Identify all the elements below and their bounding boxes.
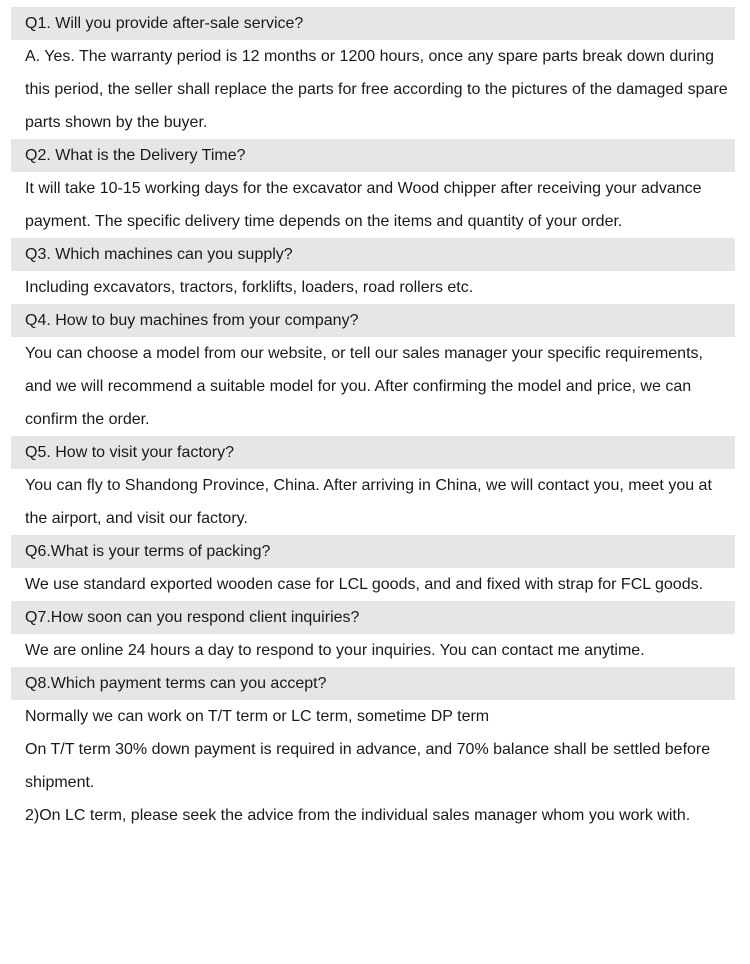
answer-line: 2)On LC term, please seek the advice from the individual sales manager whom you work with. (25, 807, 691, 824)
answer-line: Including excavators, tractors, forklifts, loaders, road rollers etc. (25, 279, 474, 296)
faq-answer (11, 568, 735, 601)
faq-item-q4 (11, 304, 735, 436)
faq-answer (11, 469, 735, 535)
answer-line: You can choose a model from our website, or tell our sales manager your specific requirements, (25, 345, 703, 362)
faq-answer (11, 271, 735, 304)
faq-question: Q2. What is the Delivery Time? (11, 139, 735, 172)
answer-line: On T/T term 30% down payment is required in advance, and 70% balance shall be settled before (25, 741, 711, 758)
answer-line: You can fly to Shandong Province, China. After arriving in China, we will contact you, meet you at (25, 477, 712, 494)
faq-item-q7 (11, 601, 735, 667)
faq-answer (11, 172, 735, 238)
answer-line: the airport, and visit our factory. (25, 510, 248, 527)
faq-list (11, 7, 735, 832)
faq-item-q3 (11, 238, 735, 304)
answer-line: We use standard exported wooden case for LCL goods, and and fixed with strap for FCL goods. (25, 576, 704, 593)
answer-line: payment. The specific delivery time depends on the items and quantity of your order. (25, 213, 623, 230)
faq-question: Q1. Will you provide after-sale service? (11, 7, 735, 40)
answer-line: confirm the order. (25, 411, 150, 428)
answer-line: and we will recommend a suitable model for you. After confirming the model and price, we can (25, 378, 692, 395)
faq-item-q1 (11, 7, 735, 139)
faq-item-q6 (11, 535, 735, 601)
answer-line: Normally we can work on T/T term or LC term, sometime DP term (25, 708, 490, 725)
faq-answer (11, 700, 735, 832)
faq-question: Q8.Which payment terms can you accept? (11, 667, 735, 700)
faq-answer (11, 40, 735, 139)
faq-answer (11, 337, 735, 436)
faq-question: Q3. Which machines can you supply? (11, 238, 735, 271)
faq-item-q5 (11, 436, 735, 535)
answer-line: It will take 10-15 working days for the excavator and Wood chipper after receiving your advance (25, 180, 702, 197)
faq-item-q8 (11, 667, 735, 832)
faq-question: Q6.What is your terms of packing? (11, 535, 735, 568)
faq-question: Q7.How soon can you respond client inquiries? (11, 601, 735, 634)
answer-line: We are online 24 hours a day to respond to your inquiries. You can contact me anytime. (25, 642, 645, 659)
faq-question: Q4. How to buy machines from your company? (11, 304, 735, 337)
answer-line: shipment. (25, 774, 95, 791)
faq-question: Q5. How to visit your factory? (11, 436, 735, 469)
faq-item-q2 (11, 139, 735, 238)
answer-line: A. Yes. The warranty period is 12 months or 1200 hours, once any spare parts break down during (25, 48, 714, 65)
answer-line: this period, the seller shall replace the parts for free according to the pictures of the damaged spare (25, 81, 728, 98)
faq-answer (11, 634, 735, 667)
answer-line: parts shown by the buyer. (25, 114, 208, 131)
